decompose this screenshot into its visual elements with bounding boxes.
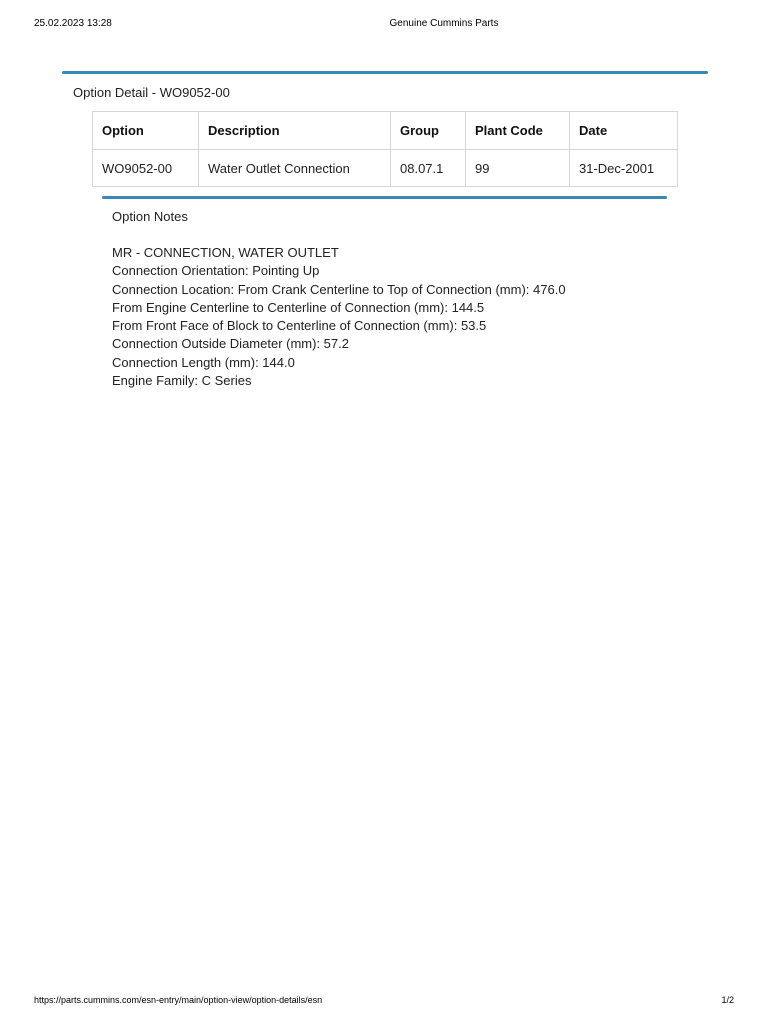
column-header-description: Description [199,112,391,150]
note-line: Connection Length (mm): 144.0 [112,354,295,370]
note-line: MR - CONNECTION, WATER OUTLET [112,245,339,260]
note-line: From Front Face of Block to Centerline of Connection (mm): 53.5 [112,318,487,334]
print-page-number: 1/2 [721,995,734,1005]
note-line: Engine Family: C Series [112,373,252,389]
column-header-date: Date [570,112,678,150]
notes-body [112,244,566,390]
section-divider [62,71,708,74]
cell-date: 31-Dec-2001 [570,150,678,187]
note-line: Connection Outside Diameter (mm): 57.2 [112,336,349,352]
cell-plant-code: 99 [466,150,570,187]
page-title: Option Detail - WO9052-00 [73,85,230,100]
print-page-title: Genuine Cummins Parts [389,18,499,29]
option-table [92,111,678,187]
cell-option: WO9052-00 [93,150,199,187]
note-line: Connection Location: From Crank Centerline to Top of Connection (mm): 476.0 [112,281,566,297]
notes-divider [102,196,667,199]
cell-group: 08.07.1 [391,150,466,187]
table-header-row [93,112,678,150]
cell-description: Water Outlet Connection [199,150,391,187]
table-row [93,150,678,187]
note-line: From Engine Centerline to Centerline of Connection (mm): 144.5 [112,299,485,315]
print-url: https://parts.cummins.com/esn-entry/main/option-view/option-details/esn [34,995,323,1005]
print-date-time: 25.02.2023 13:28 [34,18,112,29]
notes-title: Option Notes [112,209,188,224]
column-header-group: Group [391,112,466,150]
column-header-option: Option [93,112,199,150]
note-line: Connection Orientation: Pointing Up [112,263,320,279]
column-header-plant-code: Plant Code [466,112,570,150]
